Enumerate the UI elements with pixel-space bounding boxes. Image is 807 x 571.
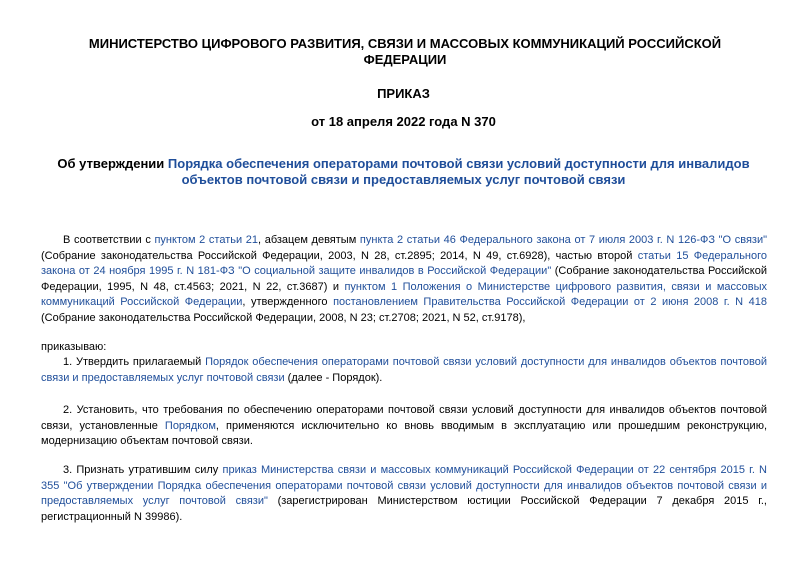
preamble-text-3: (Собрание законодательства Российской Федерации, 2003, N 28, ст.2895; 2014, N 49, ст.6928), частью второй <box>41 249 638 262</box>
order-word: приказываю: <box>41 341 107 353</box>
document-type: ПРИКАЗ <box>377 86 430 101</box>
link-ministry-regulation[interactable]: пунктом 1 Положения о Министерстве цифрового развития, связи и массовых коммуникаций Российской Федерации <box>41 280 767 309</box>
item2-text-2: , применяются исключительно ко вновь вводимым в эксплуатацию или прошедшим реконструкцию, модернизацию объектам почтовой связи. <box>41 419 768 448</box>
preamble-text-2: , абзацем девятым <box>258 234 360 246</box>
item2-text-1: 2. Установить, что требования по обеспечению операторами почтовой связи условий доступности для инвалидов объектов почтовой связи, установленные <box>41 404 767 432</box>
link-article-21[interactable]: пунктом 2 статьи 21 <box>154 234 259 246</box>
document-date: от 18 апреля 2022 года N 370 <box>311 114 496 129</box>
link-procedure[interactable]: Порядок обеспечения операторами почтовой связи условий доступности для инвалидов объектов почтовой связи и предоставляемых услуг почтовой связи <box>41 356 767 384</box>
organization-title: МИНИСТЕРСТВО ЦИФРОВОГО РАЗВИТИЯ, СВЯЗИ И МАССОВЫХ КОММУНИКАЦИЙ РОССИЙСКОЙ ФЕДЕРАЦИИ <box>88 36 722 67</box>
item1-text-2: (далее - Порядок). <box>284 371 383 384</box>
order-item-2 <box>41 403 767 450</box>
link-government-resolution[interactable]: постановлением Правительства Российской Федерации от 2 июня 2008 г. N 418 <box>333 296 768 309</box>
preamble-text-5: , утвержденного <box>242 296 334 309</box>
link-law-181fz[interactable]: статьи 15 Федерального закона от 24 ноября 1995 г. N 181-ФЗ "О социальной защите инвалидов в Российской Федерации" <box>41 249 768 278</box>
preamble-text-6: (Собрание законодательства Российской Федерации, 2008, N 23; ст.2708; 2021, N 52, ст.9178), <box>41 311 526 324</box>
preamble-text-1: В соответствии с <box>63 234 155 246</box>
item3-text-2: (зарегистрирован Министерством юстиции Российской Федерации 7 декабря 2015 г., регистрационный N 39986). <box>41 495 767 523</box>
preamble-paragraph <box>41 233 767 327</box>
document-subject <box>40 156 767 188</box>
preamble-text-4: (Собрание законодательства Российской Федерации, 1995, N 48, ст.4563; 2021, N 22, ст.3687) и <box>41 265 767 293</box>
link-procedure-short[interactable]: Порядком <box>164 419 216 432</box>
subject-link[interactable]: Порядка обеспечения операторами почтовой связи условий доступности для инвалидов объектов почтовой связи и предоставляемых услуг почтовой связи <box>167 156 750 187</box>
order-item-1 <box>41 355 767 386</box>
link-law-126fz[interactable]: пункта 2 статьи 46 Федерального закона от 7 июля 2003 г. N 126-ФЗ "О связи" <box>359 234 768 246</box>
order-item-3 <box>41 463 767 525</box>
subject-prefix: Об утверждении <box>57 156 168 171</box>
item1-text-1: 1. Утвердить прилагаемый <box>63 356 206 368</box>
link-order-355[interactable]: приказ Министерства связи и массовых коммуникаций Российской Федерации от 22 сентября 2015 г. N 355 "Об утверждении Порядка обеспечения операторами почтовой связи условий доступности для инвалидов объектов почтовой связи и предоставляемых услуг почтовой связи" <box>41 464 768 508</box>
item3-text-1: 3. Признать утратившим силу <box>63 464 223 476</box>
